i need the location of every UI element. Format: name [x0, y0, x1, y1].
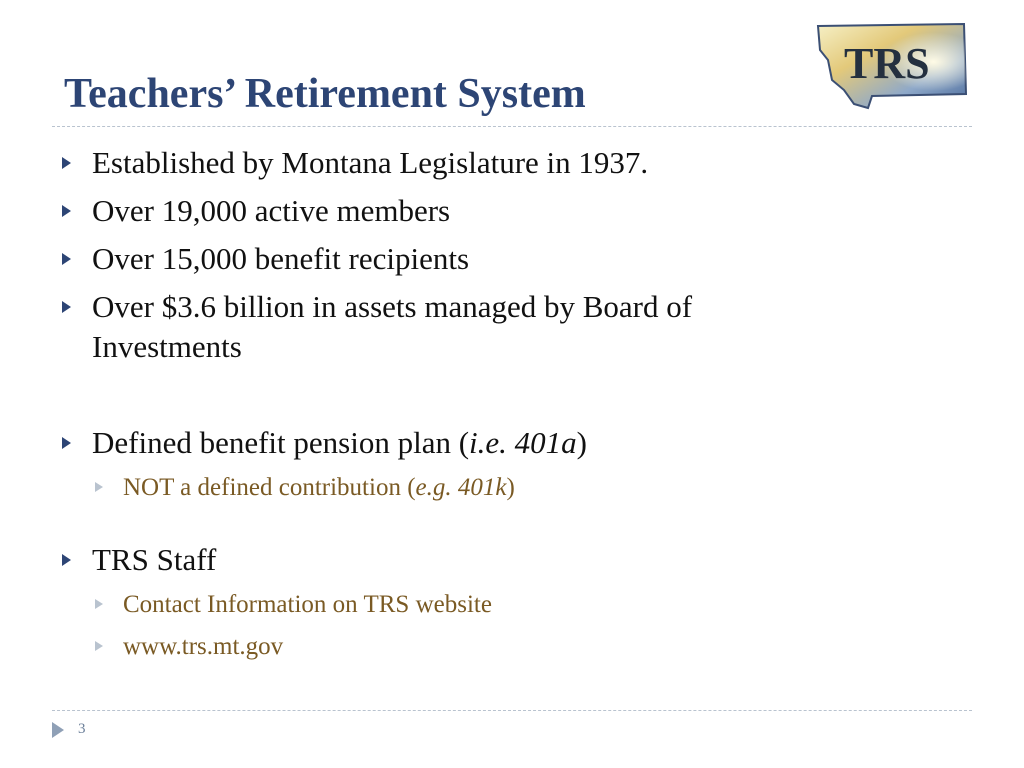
title-divider — [52, 126, 972, 127]
bullet-text: Over $3.6 billion in assets managed by Board of Investments — [92, 289, 693, 364]
sub-bullet-text: Contact Information on TRS website — [123, 591, 492, 618]
sub-bullet-italic: e.g. 401k — [415, 474, 507, 501]
page-number: 3 — [78, 721, 86, 737]
sub-bullet-arrow-icon — [95, 482, 103, 492]
footer-triangle-icon — [52, 722, 64, 738]
bullet-text: Over 19,000 active members — [92, 193, 451, 228]
website-link[interactable]: www.trs.mt.gov — [123, 633, 284, 660]
sub-bullet-arrow-icon — [95, 641, 103, 651]
bullet-text: Defined benefit pension plan (i.e. 401a) — [92, 425, 587, 460]
sub-bullet-arrow-icon — [95, 599, 103, 609]
bullet-arrow-icon — [62, 205, 71, 217]
bullet-text: Established by Montana Legislature in 1937. — [92, 145, 649, 180]
trs-logo — [814, 20, 968, 112]
bullet-italic: i.e. 401a — [469, 425, 577, 460]
bullet-text: Over 15,000 benefit recipients — [92, 241, 470, 276]
bullet-arrow-icon — [62, 437, 71, 449]
slide-title: Teachers’ Retirement System — [64, 71, 586, 117]
bullet-text: TRS Staff — [92, 542, 217, 577]
bullet-arrow-icon — [62, 554, 71, 566]
bullet-arrow-icon — [62, 157, 71, 169]
footer-divider — [52, 710, 972, 711]
bullet-arrow-icon — [62, 253, 71, 265]
bullet-arrow-icon — [62, 301, 71, 313]
sub-bullet-text: NOT a defined contribution (e.g. 401k) — [123, 474, 515, 501]
logo-text: TRS — [844, 39, 930, 88]
